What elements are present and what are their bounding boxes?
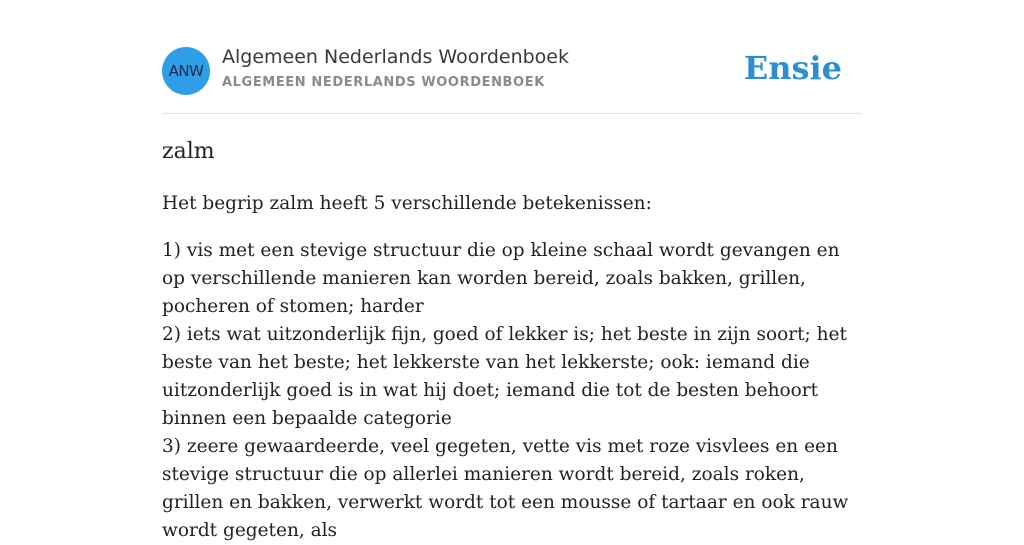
dictionary-title[interactable]: Algemeen Nederlands Woordenboek xyxy=(222,46,569,68)
definition-3: 3) zeere gewaardeerde, veel gegeten, vette vis met roze visvlees en een stevige structuur die op allerlei manieren wordt bereid, zoals roken, grillen en bakken, verwerkt wordt tot een mousse of tartaar en ook rauw wordt gegeten, als xyxy=(162,436,849,541)
anw-logo[interactable]: ANW xyxy=(162,47,210,95)
definition-2: 2) iets wat uitzonderlijk fijn, goed of lekker is; het beste in zijn soort; het beste van het beste; het lekkerste van het lekkerste; ook: iemand die uitzonderlijk goed is in wat hij doet; iemand die tot de besten behoort binnen een bepaalde categorie xyxy=(162,324,847,429)
dictionary-subtitle: ALGEMEEN NEDERLANDS WOORDENBOEK xyxy=(222,75,545,90)
entry-intro: Het begrip zalm heeft 5 verschillende betekenissen: xyxy=(162,193,652,214)
page-container xyxy=(162,0,862,541)
entry-word: zalm xyxy=(162,139,215,164)
site-header xyxy=(162,0,862,114)
definition-list xyxy=(162,237,864,545)
definition-1: 1) vis met een stevige structuur die op kleine schaal wordt gevangen en op verschillende manieren kan worden bereid, zoals bakken, grillen, pocheren of stomen; harder xyxy=(162,240,840,317)
ensie-brand-link[interactable]: Ensie xyxy=(743,49,842,87)
